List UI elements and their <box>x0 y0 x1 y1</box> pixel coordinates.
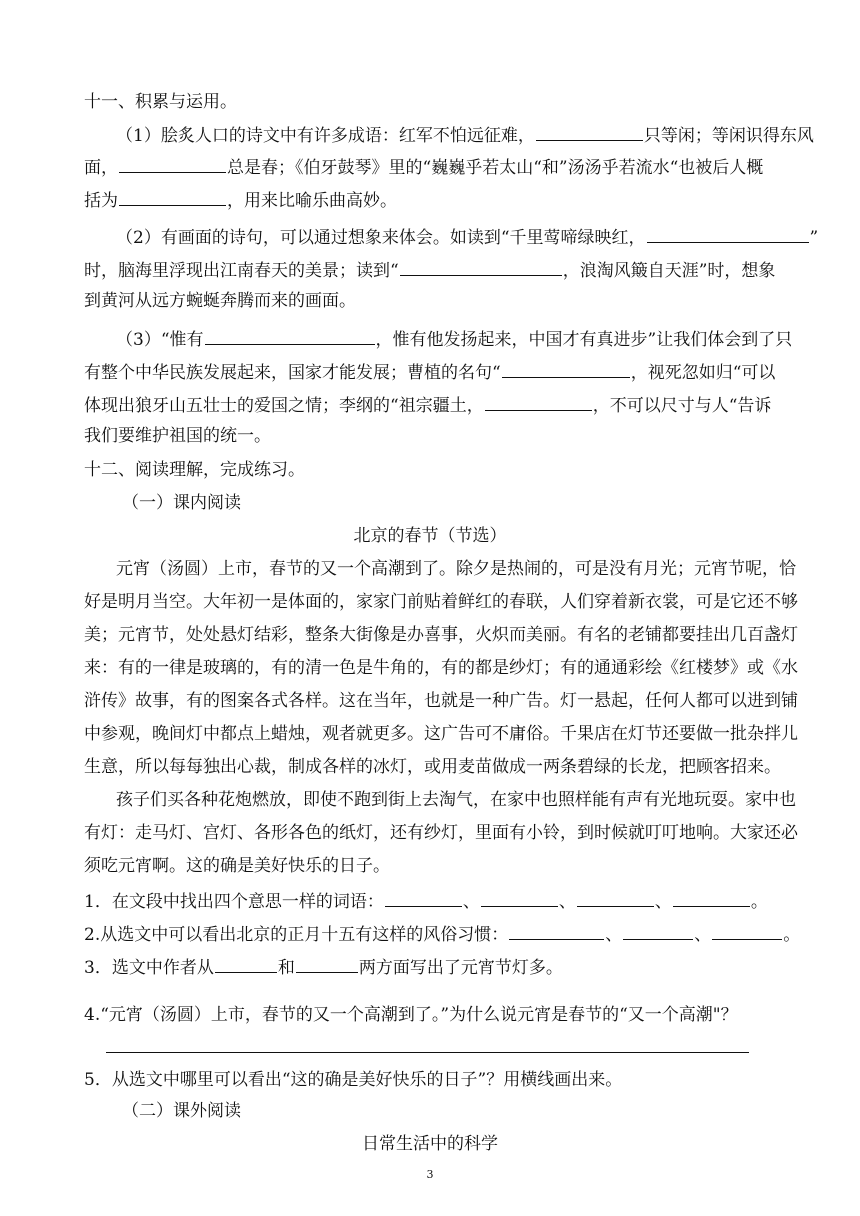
passage-line: 孩子们买各种花炮燃放，即使不跑到街上去淘气，在家中也照样能有声有光地玩耍。家中也 <box>116 790 796 810</box>
answer-blank[interactable] <box>205 326 375 345</box>
answer-blank[interactable] <box>215 954 277 973</box>
question-1: 1．在文段中找出四个意思一样的词语： 、 、 、 。 <box>84 888 776 912</box>
passage-line: 有灯：走马灯、宫灯、各形各色的纸灯，还有纱灯，里面有小铃，到时候就叮叮地响。大家还必 <box>84 823 798 843</box>
passage-title: 北京的春节（节选） <box>353 526 507 546</box>
answer-blank[interactable] <box>400 257 562 276</box>
passage-line: 中参观，晚间灯中都点上蜡烛，观者就更多。这广告可不庸俗。千果店在灯节还要做一批杂拌儿 <box>84 724 798 744</box>
answer-blank[interactable] <box>481 888 558 907</box>
part-1-label: （一）课内阅读 <box>122 493 241 513</box>
section-11-heading: 十一、积累与运用。 <box>84 92 237 112</box>
answer-blank[interactable] <box>577 888 654 907</box>
passage-2-title: 日常生活中的科学 <box>362 1134 498 1154</box>
s11-q1-line1: （1）脍炙人口的诗文中有许多成语：红军不怕远征难， 只等闲；等闲识得东风 <box>116 122 776 146</box>
answer-blank[interactable] <box>673 888 750 907</box>
answer-blank[interactable] <box>485 392 592 411</box>
answer-blank[interactable] <box>119 154 226 173</box>
answer-blank[interactable] <box>296 954 358 973</box>
passage-line: 来：有的一律是玻璃的，有的清一色是牛角的，有的都是纱灯；有的通通彩绘《红楼梦》或《水 <box>84 658 798 678</box>
s11-q3-line1: （3）“惟有 ，惟有他发扬起来，中国才有真进步”让我们体会到了只 <box>116 326 776 350</box>
question-5: 5．从选文中哪里可以看出“这的确是美好快乐的日子”？用横线画出来。 <box>84 1070 623 1090</box>
question-2: 2.从选文中可以看出北京的正月十五有这样的风俗习惯： 、 、 。 <box>84 921 776 945</box>
answer-line[interactable] <box>106 1052 749 1053</box>
answer-blank[interactable] <box>119 187 226 206</box>
passage-line: 须吃元宵啊。这的确是美好快乐的日子。 <box>84 856 390 876</box>
answer-blank[interactable] <box>536 122 643 141</box>
answer-blank[interactable] <box>712 921 782 940</box>
s11-q2-line3: 到黄河从远方蜿蜒奔腾而来的画面。 <box>84 291 356 311</box>
s11-q3-line4: 我们要维护祖国的统一。 <box>84 426 271 446</box>
passage-line: 元宵（汤圆）上市，春节的又一个高潮到了。除夕是热闹的，可是没有月光；元宵节呢，恰 <box>116 559 796 579</box>
question-4: 4.“元宵（汤圆）上市，春节的又一个高潮到了。”为什么说元宵是春节的“又一个高潮"？ <box>84 1005 738 1025</box>
answer-blank[interactable] <box>502 359 630 378</box>
s11-q3-line2: 有整个中华民族发展起来，国家才能发展；曹植的名句“ ，视死忽如归“可以 <box>84 359 776 383</box>
s11-q1-line3: 括为 ，用来比喻乐曲高妙。 <box>84 187 776 211</box>
s11-q2-line2: 时，脑海里浮现出江南春天的美景；读到“ ，浪淘风簸自天涯”时，想象 <box>84 257 776 281</box>
s11-q2-line1: （2）有画面的诗句，可以通过想象来体会。如读到“千里莺啼绿映红， ” <box>116 224 776 248</box>
section-12-heading: 十二、阅读理解，完成练习。 <box>84 460 305 480</box>
passage-line: 好是明月当空。大年初一是体面的，家家门前贴着鲜红的春联，人们穿着新衣裳，可是它还不够 <box>84 592 798 612</box>
s11-q3-line3: 体现出狼牙山五壮士的爱国之情；李纲的“祖宗疆土， ，不可以尺寸与人“告诉 <box>84 392 776 416</box>
passage-line: 浒传》故事，有的图案各式各样。这在当年，也就是一种广告。灯一悬起，任何人都可以进到铺 <box>84 691 798 711</box>
passage-line: 生意，所以每每独出心裁，制成各样的冰灯，或用麦苗做成一两条碧绿的长龙，把顾客招来。 <box>84 757 781 777</box>
answer-blank[interactable] <box>509 921 604 940</box>
answer-blank[interactable] <box>623 921 693 940</box>
page-number: 3 <box>426 1168 434 1181</box>
s11-q1-line2: 面， 总是春；《伯牙鼓琴》里的“巍巍乎若太山“和”汤汤乎若流水“也被后人概 <box>84 154 776 178</box>
answer-blank[interactable] <box>647 224 809 243</box>
part-2-label: （二）课外阅读 <box>122 1101 241 1121</box>
question-3: 3．选文中作者从 和 两方面写出了元宵节灯多。 <box>84 954 776 978</box>
answer-blank[interactable] <box>385 888 462 907</box>
passage-line: 美；元宵节，处处悬灯结彩，整条大街像是办喜事，火炽而美丽。有名的老铺都要挂出几百盏灯 <box>84 625 798 645</box>
